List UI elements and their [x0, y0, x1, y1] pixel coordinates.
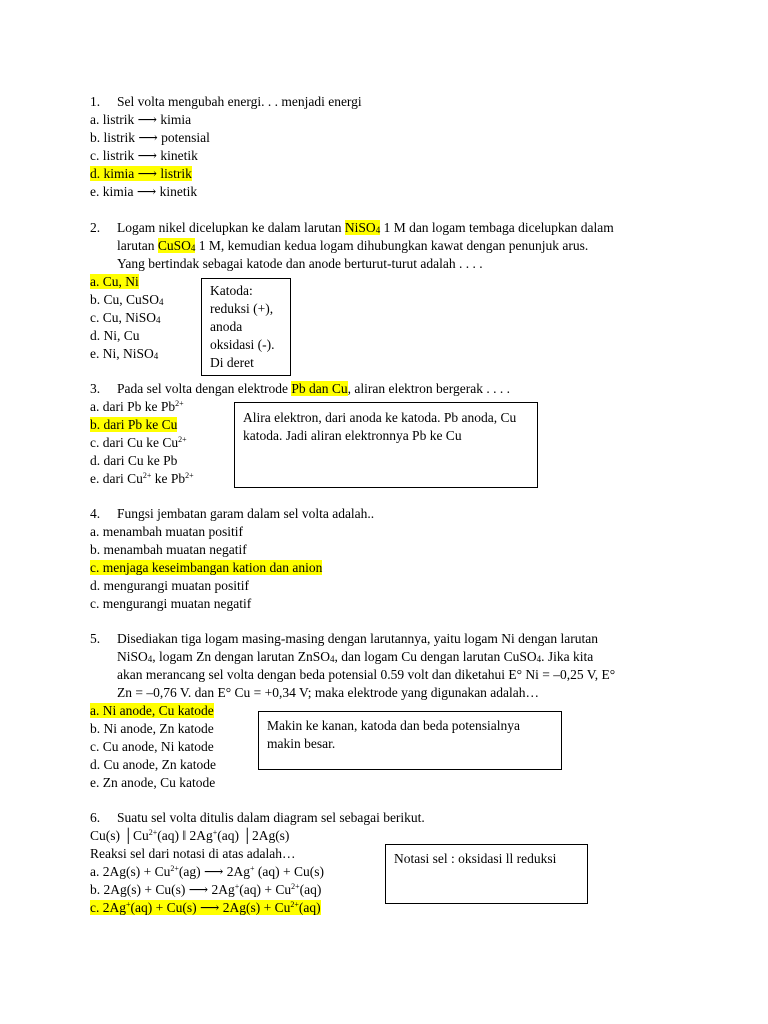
q2-stem-line-1: 2. Logam nikel dicelupkan ke dalam larutan NiSO$_4$ 1 M dan logam tembaga dicelupkan dalam	[90, 220, 614, 235]
q4-option-a: a. menambah muatan positif	[90, 524, 243, 539]
q6-option-b: b. 2Ag(s) + Cu(s) ⟶ $2Ag^+(aq) + Cu^{2+}(aq)$	[90, 882, 322, 897]
q3-option-a: a. dari Pb ke $Pb^{2+}$	[90, 399, 184, 414]
q3-option-d: d. dari Cu ke Pb	[90, 453, 178, 468]
q6-stem: 6. Suatu sel volta ditulis dalam diagram sel sebagai berikut.	[90, 810, 425, 825]
q2-stem-line-3: Yang bertindak sebagai katode dan anode berturut-turut adalah . . . .	[117, 256, 483, 271]
arrow-icon: ⟶	[136, 184, 157, 199]
q5-option-b: b. Ni anode, Zn katode	[90, 721, 214, 736]
q1-stem	[90, 93, 362, 111]
q5-option-e: e. Zn anode, Cu katode	[90, 775, 216, 790]
q5-stem-line-1: 5. Disediakan tiga logam masing-masing dengan larutannya, yaitu logam Ni dengan larutan	[90, 631, 598, 646]
arrow-icon: ⟶	[137, 148, 157, 163]
q1-number: 1.	[90, 94, 101, 109]
q3-number: 3.	[90, 381, 101, 396]
q4-option-d: d. mengurangi muatan positif	[90, 578, 249, 593]
q2-option-d: d. Ni, Cu	[90, 328, 140, 343]
q6-number: 6.	[90, 810, 101, 825]
q2-option-e: e. Ni, NiSO$_4$	[90, 346, 159, 361]
q2-stem-line-2: larutan CuSO$_4$ 1 M, kemudian kedua logam dihubungkan kawat dengan penunjuk arus.	[117, 238, 589, 253]
q5-option-d: d. Cu anode, Zn katode	[90, 757, 216, 772]
q1-option-c: c. listrik ⟶ kinetik	[90, 148, 198, 163]
q1-option-e: e. kimia ⟶ kinetik	[90, 184, 198, 199]
q4-option-e: c. mengurangi muatan negatif	[90, 596, 252, 611]
q2-option-a-answer: a. Cu, Ni	[90, 274, 139, 289]
q3-stem: 3. Pada sel volta dengan elektrode Pb dan Cu, aliran elektron bergerak . . . .	[90, 381, 511, 396]
q1-option-d-answer: d. kimia ⟶ listrik	[90, 166, 192, 181]
q3-option-e: e. dari $Cu^{2+}$ ke $Pb^{2+}$	[90, 471, 194, 486]
q5-number: 5.	[90, 631, 101, 646]
q4-option-c-answer: c. menjaga keseimbangan kation dan anion	[90, 560, 323, 575]
q2-option-b: b. Cu, CuSO$_4$	[90, 292, 164, 307]
q5-stem-line-4: Zn = –0,76 V. dan E° Cu = +0,34 V; maka elektrode yang digunakan adalah…	[117, 685, 540, 700]
q1-option-b: b. listrik ⟶ potensial	[90, 130, 210, 145]
q6-option-a: a. $2Ag(s) + Cu^{2+}(ag)$ ⟶ 2Ag+ (aq) + Cu(s)	[90, 864, 324, 879]
q2-option-c: c. Cu, NiSO$_4$	[90, 310, 161, 325]
q6-note-box: Notasi sel : oksidasi ll reduksi	[385, 844, 588, 904]
q1-stem-text: Sel volta mengubah energi. . . menjadi energi	[117, 94, 362, 109]
q5-option-c: c. Cu anode, Ni katode	[90, 739, 214, 754]
q6-cell-diagram: Cu(s) $│Cu^{2+}(aq)$ ǁ 2Ag+(aq) │2Ag(s)	[90, 828, 290, 843]
q5-option-a-answer: a. Ni anode, Cu katode	[90, 703, 214, 718]
q1-option-a: a. listrik ⟶ kimia	[90, 112, 192, 127]
q2-note-box: Katoda: reduksi (+), anoda oksidasi (-). Di deret	[201, 278, 291, 376]
arrow-icon: ⟶	[137, 166, 157, 181]
q5-stem-line-3: akan merancang sel volta dengan beda potensial 0.59 volt dan diketahui E° Ni = –0,25 V, E°	[117, 667, 616, 682]
q6-option-c-answer: c. 2Ag+(aq) + Cu(s) ⟶ $2Ag(s) + Cu^{2+}(aq)$	[90, 900, 321, 915]
arrow-icon: ⟶	[137, 112, 157, 127]
q2-number: 2.	[90, 220, 101, 235]
q5-note-box: Makin ke kanan, katoda dan beda potensialnya makin besar.	[258, 711, 562, 770]
q4-option-b: b. menambah muatan negatif	[90, 542, 247, 557]
q3-note-box: Alira elektron, dari anoda ke katoda. Pb anoda, Cu katoda. Jadi aliran elektronnya Pb ke Cu	[234, 402, 538, 488]
q3-option-b-answer: b. dari Pb ke Cu	[90, 417, 178, 432]
q6-question: Reaksi sel dari notasi di atas adalah…	[90, 846, 296, 861]
q5-stem-line-2: NiSO$_4$, logam Zn dengan larutan ZnSO$_4$, dan logam Cu dengan larutan CuSO$_4$. Jika kita	[117, 649, 594, 664]
arrow-icon: ⟶	[138, 130, 158, 145]
q3-option-c: c. dari Cu ke $Cu^{2+}$	[90, 435, 187, 450]
q4-number: 4.	[90, 506, 101, 521]
q4-stem: 4. Fungsi jembatan garam dalam sel volta adalah..	[90, 506, 375, 521]
